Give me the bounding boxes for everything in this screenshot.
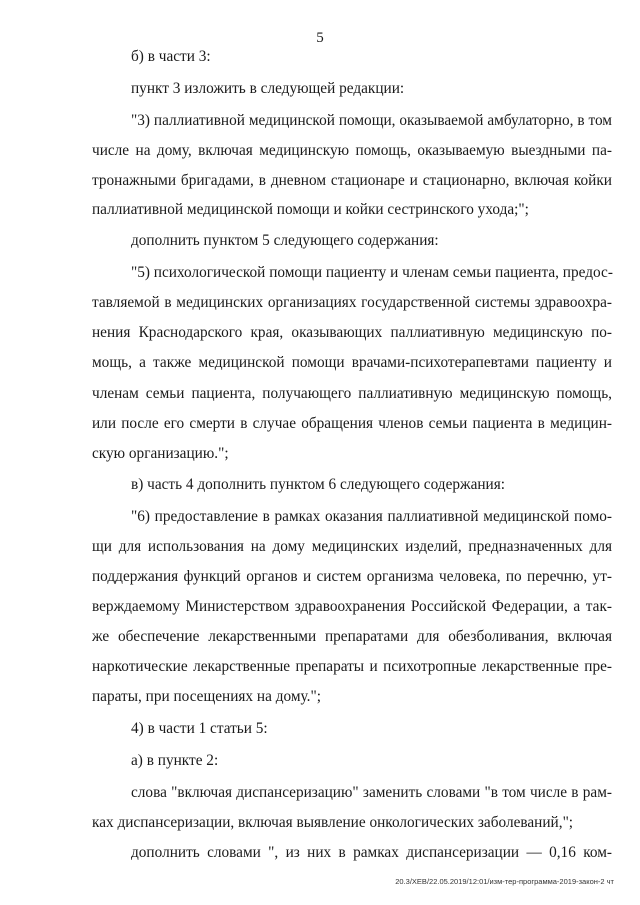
line-3: "3) паллиативной медицинской помощи, оказываемой амбулаторно, в том [131, 112, 612, 129]
line-22: параты, при посещениях на дому."; [92, 688, 321, 705]
line-2: пункт 3 изложить в следующей редакции: [131, 80, 405, 97]
line-11: мощь, а также медицинской помощи врачами-психотерапевтами пациенту и [92, 354, 612, 371]
footer-code: 20.3/ХЕВ/22.05.2019/12:01/изм-тер-программа-2019-закон-2 чт [395, 877, 614, 886]
line-19: верждаемому Министерством здравоохранения Российской Федерации, а так- [92, 598, 612, 615]
line-14: скую организацию."; [92, 445, 229, 462]
line-7: дополнить пунктом 5 следующего содержания: [131, 232, 439, 249]
line-12: членам семьи пациента, получающего паллиативную медицинскую помощь, [92, 385, 612, 402]
line-5: тронажными бригадами, в дневном стационаре и стационарно, включая койки [92, 172, 612, 189]
line-17: щи для использования на дому медицинских изделий, предназначенных для [92, 538, 612, 555]
line-27: дополнить словами ", из них в рамках диспансеризации — 0,16 ком- [131, 844, 612, 861]
line-24: а) в пункте 2: [131, 752, 219, 769]
line-13: или после его смерти в случае обращения членов семьи пациента в медицин- [92, 415, 612, 432]
line-10: нения Краснодарского края, оказывающих паллиативную медицинскую по- [92, 324, 612, 341]
line-20: же обеспечение лекарственными препаратами для обезболивания, включая [92, 628, 612, 645]
page-number: 5 [316, 30, 324, 46]
line-1: б) в части 3: [131, 48, 211, 65]
line-18: поддержания функций органов и систем организма человека, по перечню, ут- [92, 568, 612, 585]
line-6: паллиативной медицинской помощи и койки сестринского ухода;"; [92, 201, 529, 218]
line-26: ках диспансеризации, включая выявление онкологических заболеваний,"; [92, 814, 574, 831]
line-8: "5) психологической помощи пациенту и членам семьи пациента, предос- [131, 264, 613, 281]
line-16: "6) предоставление в рамках оказания паллиативной медицинской помо- [131, 508, 612, 525]
line-21: наркотические лекарственные препараты и психотропные лекарственные пре- [92, 658, 612, 675]
line-4: числе на дому, включая медицинскую помощь, оказываемую выездными па- [92, 142, 612, 159]
line-23: 4) в части 1 статьи 5: [131, 720, 268, 737]
line-9: тавляемой в медицинских организациях государственной системы здравоохра- [92, 294, 612, 311]
line-15: в) часть 4 дополнить пунктом 6 следующего содержания: [131, 476, 506, 493]
line-25: слова "включая диспансеризацию" заменить словами "в том числе в рам- [131, 784, 612, 801]
